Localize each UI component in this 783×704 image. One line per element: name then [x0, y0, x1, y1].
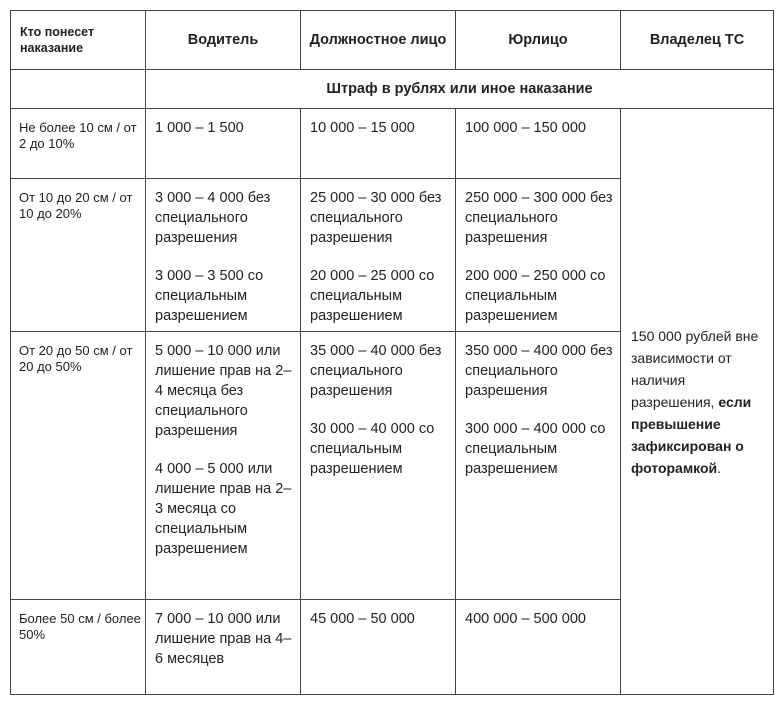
value-line: 200 000 – 250 000 со специальным разрешением — [465, 268, 606, 324]
value-line: 250 000 – 300 000 без специального разрешения — [465, 190, 613, 246]
legal-cell — [456, 600, 621, 695]
driver-cell — [146, 332, 301, 600]
official-cell — [301, 332, 456, 600]
table-row — [11, 109, 774, 179]
value-line: 100 000 – 150 000 — [465, 120, 586, 136]
value-line: 10 000 – 15 000 — [310, 120, 415, 136]
driver-cell — [146, 179, 301, 332]
header-driver: Водитель — [146, 11, 301, 70]
subheader-cell: Штраф в рублях или иное наказание — [146, 70, 774, 109]
row-label: Не более 10 см / от 2 до 10% — [11, 109, 146, 179]
value-line: 45 000 – 50 000 — [310, 611, 415, 627]
owner-cell — [621, 109, 774, 695]
legal-cell — [456, 179, 621, 332]
value-line: 1 000 – 1 500 — [155, 120, 244, 136]
row-label: От 20 до 50 см / от 20 до 50% — [11, 332, 146, 600]
official-cell — [301, 109, 456, 179]
value-line: 20 000 – 25 000 со специальным разрешением — [310, 268, 435, 324]
header-legal-entity: Юрлицо — [456, 11, 621, 70]
owner-text: 150 000 рублей вне зависимости от наличия разрешения, — [631, 327, 759, 410]
header-official: Должностное лицо — [301, 11, 456, 70]
value-line: 25 000 – 30 000 без специального разрешения — [310, 190, 442, 246]
subheader-row — [11, 70, 774, 109]
legal-cell — [456, 109, 621, 179]
header-row — [11, 11, 774, 70]
value-line: 3 000 – 3 500 со специальным разрешением — [155, 268, 264, 324]
value-line: 400 000 – 500 000 — [465, 611, 586, 627]
official-cell — [301, 179, 456, 332]
row-label: Более 50 см / более 50% — [11, 600, 146, 695]
value-line: 300 000 – 400 000 со специальным разрешением — [465, 421, 606, 477]
official-cell — [301, 600, 456, 695]
owner-bold-text: если превышение зафиксирован о фоторамкой — [631, 393, 752, 476]
value-line: 3 000 – 4 000 без специального разрешения — [155, 190, 271, 246]
header-who: Кто понесет наказание — [11, 11, 146, 70]
legal-cell — [456, 332, 621, 600]
driver-cell — [146, 600, 301, 695]
value-line: 30 000 – 40 000 со специальным разрешением — [310, 421, 435, 477]
owner-end: . — [717, 459, 722, 476]
value-line: 350 000 – 400 000 без специального разрешения — [465, 343, 613, 399]
driver-cell — [146, 109, 301, 179]
fines-table — [10, 10, 774, 695]
value-line: 7 000 – 10 000 или лишение прав на 4–6 месяцев — [155, 611, 292, 667]
value-line: 5 000 – 10 000 или лишение прав на 2–4 месяца без специального разрешения — [155, 343, 292, 439]
value-line: 35 000 – 40 000 без специального разрешения — [310, 343, 442, 399]
row-label: От 10 до 20 см / от 10 до 20% — [11, 179, 146, 332]
value-line: 4 000 – 5 000 или лишение прав на 2–3 месяца со специальным разрешением — [155, 461, 292, 557]
subheader-empty-cell — [11, 70, 146, 109]
header-vehicle-owner: Владелец ТС — [621, 11, 774, 70]
